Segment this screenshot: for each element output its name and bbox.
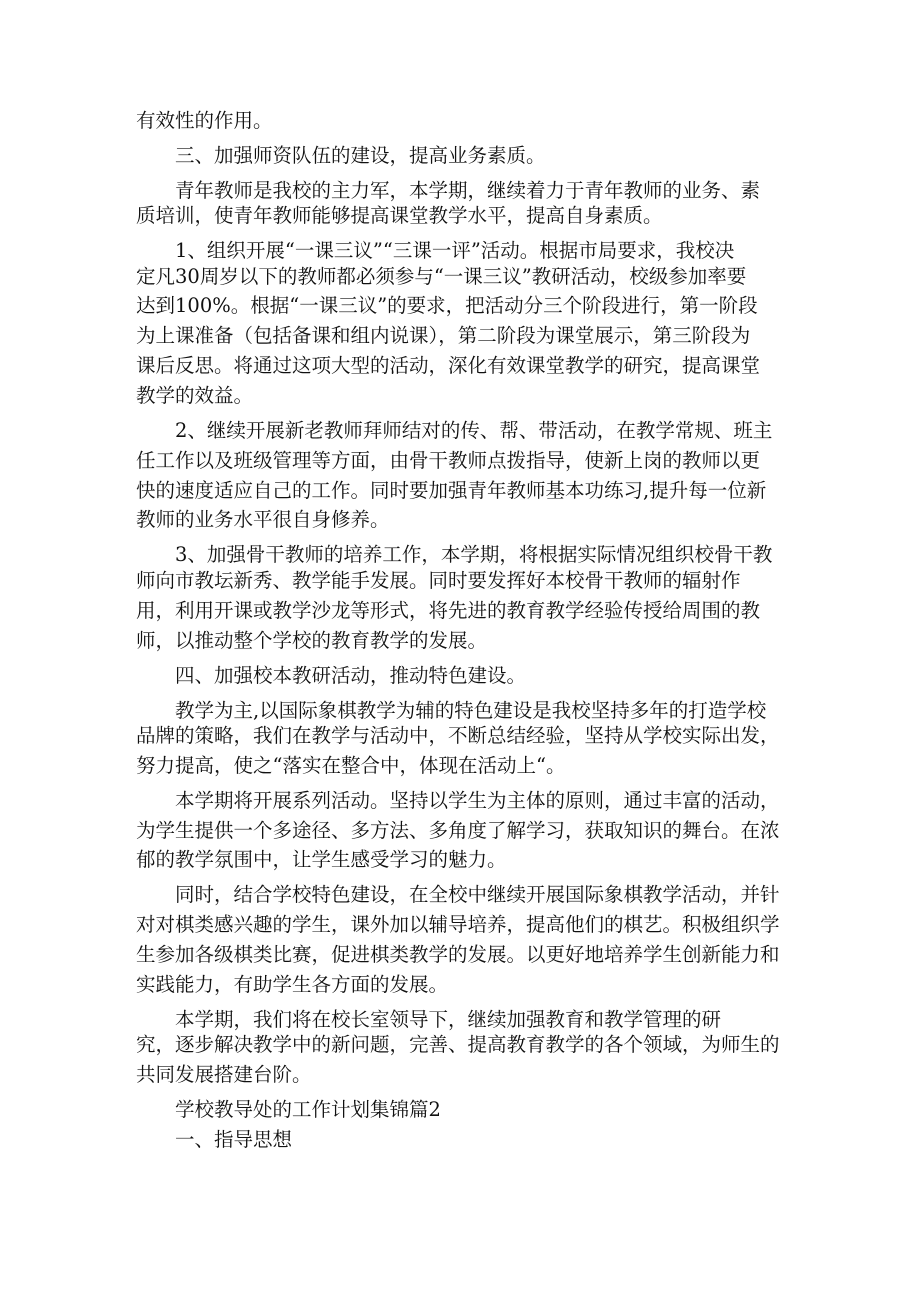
- text-line: 师向市教坛新秀、教学能手发展。同时要发挥好本校骨干教师的辐射作: [136, 569, 741, 592]
- text-line: 品牌的策略，我们在教学与活动中，不断总结经验，坚持从学校实际出发，: [136, 724, 780, 747]
- text-line: 用，利用开课或教学沙龙等形式，将先进的教育教学经验传授给周围的教: [136, 599, 761, 622]
- text-line: 教学的效益。: [136, 384, 254, 407]
- text-line: 2、继续开展新老教师拜师结对的传、帮、带活动，在教学常规、班主: [175, 419, 773, 442]
- text-line: 质培训，使青年教师能够提高课堂教学水平，提高自身素质。: [136, 204, 663, 227]
- text-line: 本学期将开展系列活动。坚持以学生为主体的原则，通过丰富的活动，: [175, 789, 780, 812]
- text-line: 同时，结合学校特色建设，在全校中继续开展国际象棋教学活动，并针: [175, 883, 780, 906]
- text-line: 青年教师是我校的主力军，本学期，继续着力于青年教师的业务、素: [175, 179, 761, 202]
- text-line: 为上课准备（包括备课和组内说课），第二阶段为课堂展示，第三阶段为: [136, 324, 751, 347]
- section-heading: 三、加强师资队伍的建设，提高业务素质。: [175, 144, 546, 167]
- text-line: 师，以推动整个学校的教育教学的发展。: [136, 629, 488, 652]
- article-title: 学校教导处的工作计划集锦篇2: [175, 1098, 441, 1121]
- text-line: 究，逐步解决教学中的新问题，完善、提高教育教学的各个领域，为师生的: [136, 1033, 780, 1056]
- text-line: 达到100%。根据“一课三议”的要求，把活动分三个阶段进行，第一阶段: [136, 294, 758, 317]
- text-line: 课后反思。将通过这项大型的活动，深化有效课堂教学的研究，提高课堂: [136, 354, 761, 377]
- text-line: 生参加各级棋类比赛，促进棋类教学的发展。以更好地培养学生创新能力和: [136, 943, 780, 966]
- text-line: 本学期，我们将在校长室领导下，继续加强教育和教学管理的研: [175, 1008, 722, 1031]
- text-line: 任工作以及班级管理等方面，由骨干教师点拨指导，使新上岗的教师以更: [136, 449, 761, 472]
- text-line: 快的速度适应自己的工作。同时要加强青年教师基本功练习,提升每一位新: [136, 479, 767, 502]
- text-line: 为学生提供一个多途径、多方法、多角度了解学习，获取知识的舞台。在浓: [136, 819, 780, 842]
- text-line: 有效性的作用。: [136, 109, 273, 132]
- text-line: 定凡30周岁以下的教师都必须参与“一课三议”教研活动，校级参加率要: [136, 265, 747, 288]
- text-line: 郁的教学氛围中，让学生感受学习的魅力。: [136, 848, 507, 871]
- text-line: 教师的业务水平很自身修养。: [136, 508, 390, 531]
- text-line: 3、加强骨干教师的培养工作，本学期，将根据实际情况组织校骨干教: [175, 543, 773, 566]
- text-line: 对对棋类感兴趣的学生，课外加以辅导培养，提高他们的棋艺。积极组织学: [136, 913, 780, 936]
- text-line: 努力提高，使之“落实在整合中，体现在活动上“。: [136, 754, 566, 777]
- text-line: 实践能力，有助学生各方面的发展。: [136, 973, 449, 996]
- section-heading: 四、加强校本教研活动，推动特色建设。: [175, 664, 527, 687]
- text-line: 共同发展搭建台阶。: [136, 1063, 312, 1086]
- text-line: 1、组织开展“一课三议”“三课一评”活动。根据市局要求，我校决: [175, 239, 735, 262]
- section-heading: 一、指导思想: [175, 1128, 293, 1151]
- text-line: 教学为主,以国际象棋教学为辅的特色建设是我校坚持多年的打造学校: [175, 699, 767, 722]
